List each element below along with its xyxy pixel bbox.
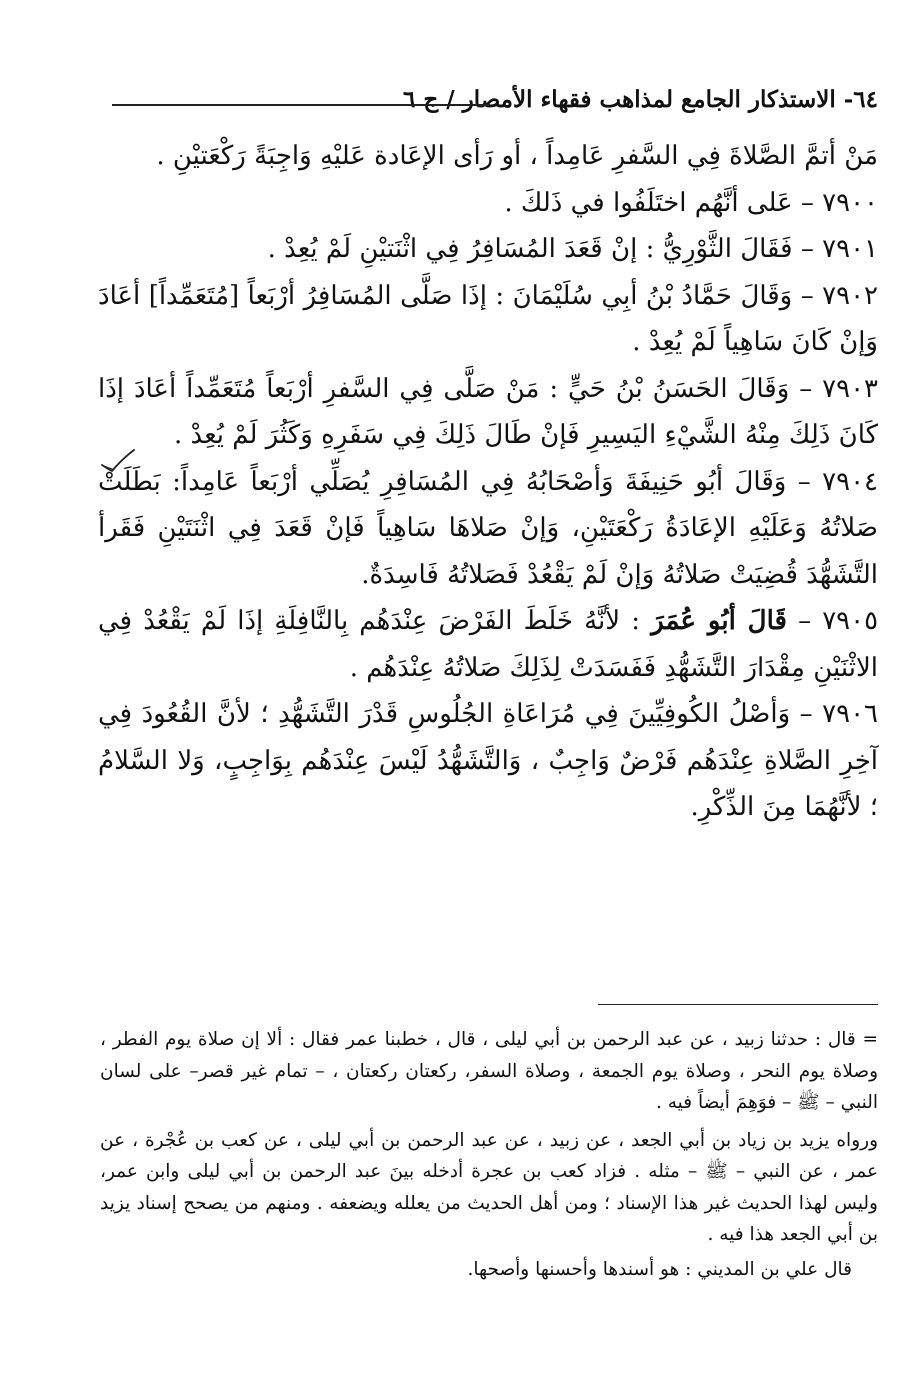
paragraph-number: ٧٩٠٠ –	[800, 187, 878, 218]
header-rule	[112, 104, 490, 106]
footnotes	[100, 1024, 878, 1285]
paragraph-number: ٧٩٠٦ –	[799, 699, 878, 729]
paragraph-text: عَلى أنَّهُم اختَلَفُوا في ذَلكَ .	[504, 187, 793, 218]
paragraph-7902	[98, 273, 878, 366]
paragraph-7903	[98, 366, 878, 459]
paragraph-text: : لأنَّهُ خَلَطَ الفَرْضَ عِنْدَهُم بِالنَّافِلَةِ إذَا لَمْ يَقْعُدْ فِي الاثْنَيْنِ مِقْدَارَ التَّشَهُّدِ فَفَسَدَتْ لِذَلِكَ صَلاتُهُ عِنْدَهُم .	[98, 606, 878, 683]
footnote-paragraph: ورواه يزيد بن زياد بن أبي الجعد ، عن زبيد ، عن عبد الرحمن بن أبي ليلى ، عن كعب بن عُجْرة ، عن عمر ، عن النبي – ﷺ – مثله . فزاد كعب بن عجرة أدخله بينَ عبد الرحمن بن أبي ليلى وابن عمر، وليس لهذا الحديث غير هذا الإسناد ؛ ومن أهل الحديث من يعلله ويضعفه . ومنهم من يصحح إسناد يزيد بن أبي الجعد هذا فيه .	[100, 1129, 878, 1245]
paragraph-number: ٧٩٠٤ –	[797, 466, 878, 497]
paragraph-text: فَقَالَ الثَّوْرِيُّ : إنْ قَعَدَ المُسَافِرُ فِي اثْنَتيْنِ لَمْ يُعِدْ .	[267, 234, 793, 264]
paragraph-7905	[98, 598, 878, 691]
footnote-paragraph: قال علي بن المديني : هو أسندها وأحسنها وأصحها.	[467, 1258, 852, 1280]
paragraph-7906	[98, 691, 878, 831]
paragraph-7901	[98, 226, 878, 273]
paragraph-number: ٧٩٠٢ –	[800, 280, 879, 311]
paragraph-number: ٧٩٠٣ –	[799, 373, 879, 404]
running-title: ٦٤- الاستذكار الجامع لمذاهب فقهاء الأمصار / ج ٦	[402, 86, 878, 113]
paragraph-text: وَقَالَ أبُو حَنِيفَةَ وَأصْحَابُهُ فِي المُسَافِرِ يُصَلِّي أرْبَعاً عَامِداً: بَطَلَتْ صَلاتُهُ وَعَلَيْهِ الإعَادَةُ رَكْعَتَيْنِ، وَإنْ صَلاهَا سَاهِياً فَإنْ قَعَدَ فِي اثْنَتَيْنِ فَقَرأ التَّشَهُّدَ قُضِيَتْ صَلاتُهُ وَإنْ لَمْ يَقْعُدْ فَصَلاتُهُ فَاسِدَةٌ.	[98, 466, 878, 590]
footnote-continued: = قال : حدثنا زبيد ، عن عبد الرحمن بن أبي ليلى ، قال ، خطبنا عمر فقال : ألا إن صلاة يوم الفطر ، وصلاة يوم النحر ، وصلاة يوم الجمعة ، وصلاة السفر، ركعتان ركعتان ، – تمام غير قصر– على لسان النبي – ﷺ – فوَهِمَ أيضاً فيه .	[100, 1029, 878, 1113]
paragraph-intro	[98, 133, 878, 180]
page-header	[100, 86, 878, 120]
paragraph-text: وَأصْلُ الكُوفِيِّينَ فِي مُرَاعَاةِ الجُلُوسِ قَدْرَ التَّشَهُّدِ ؛ لأنَّ القُعُودَ فِي آخِرِ الصَّلاةِ عِنْدَهُم فَرْضٌ وَاجِبٌ ، وَالتَّشَهُّدُ لَيْسَ عِنْدَهُم بِوَاجِبٍ، وَلا السَّلامُ ؛ لأنَّهُمَا مِنَ الذِّكْرِ.	[98, 699, 878, 822]
footnote-separator	[598, 1004, 878, 1005]
paragraph-text: وَقَالَ الحَسَنُ بْنُ حَيٍّ : مَنْ صَلَّى فِي السَّفرِ أرْبَعاً مُتَعَمِّداً أعَادَ إذَا كَانَ ذَلِكَ مِنْهُ الشَّيْءِ اليَسِيرِ فَإنْ طَالَ ذَلِكَ فِي سَفَرِهِ وَكَثُرَ لَمْ يُعِدْ .	[98, 373, 878, 450]
paragraph-7900	[98, 180, 878, 227]
main-text	[98, 133, 878, 831]
speaker-name: قَالَ أبُو عُمَرَ	[651, 606, 787, 636]
paragraph-text: مَنْ أتمَّ الصَّلاةَ فِي السَّفرِ عَامِداً ، أو رَأى الإعَادة عَليْهِ وَاجِبَةً رَكْعَتيْنِ .	[156, 141, 878, 171]
paragraph-text: وَقَالَ حَمَّادُ بْنُ أبِي سُلَيْمَانَ : إذَا صَلَّى المُسَافِرُ أرْبَعاً [مُتَعَمِّداً] أعَادَ وَإنْ كَانَ سَاهِياً لَمْ يُعِدْ .	[98, 280, 878, 357]
paragraph-7904	[98, 459, 878, 599]
paragraph-number: ٧٩٠٥ –	[798, 606, 879, 636]
paragraph-number: ٧٩٠١ –	[800, 234, 878, 264]
